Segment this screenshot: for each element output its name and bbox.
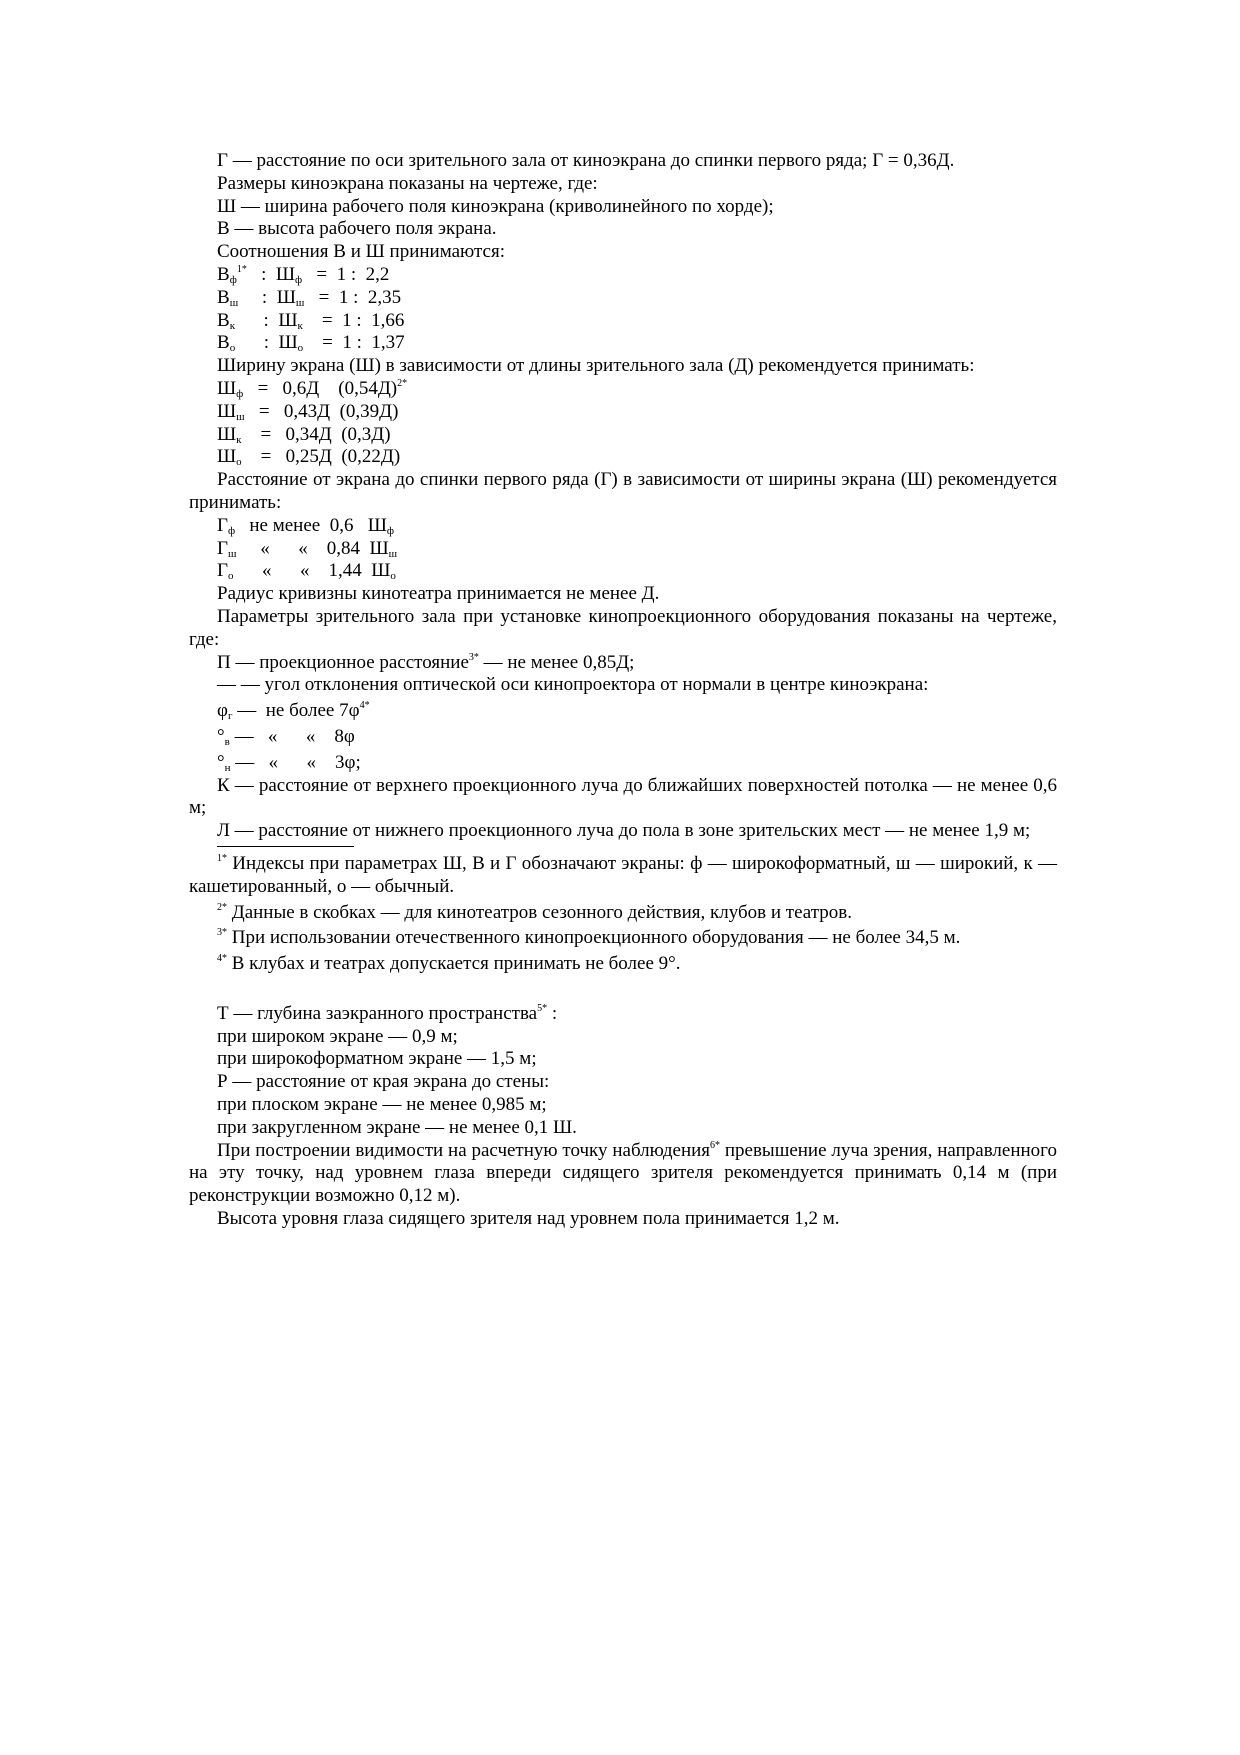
footnotes bbox=[189, 853, 1057, 976]
distance-list bbox=[189, 515, 1057, 583]
angle-list bbox=[189, 700, 1057, 774]
paragraph-flat-screen: при плоском экране — не менее 0,985 м; bbox=[217, 1094, 547, 1116]
paragraph-angle-definition: — — угол отклонения оптической оси кинопроектора от нормали в центре киноэкрана: bbox=[217, 674, 929, 696]
paragraph-distance-intro: Расстояние от экрана до спинки первого ряда (Г) в зависимости от ширины экрана (Ш) рекомендуется принимать: bbox=[189, 469, 1057, 513]
paragraph-wideformat-screen: при широкоформатном экране — 1,5 м; bbox=[217, 1048, 537, 1070]
paragraph-curved-screen: при закругленном экране — не менее 0,1 Ш. bbox=[217, 1116, 577, 1138]
paragraph-w-definition: Ш — ширина рабочего поля киноэкрана (криволинейного по хорде); bbox=[217, 195, 774, 217]
paragraph-hall-params: Параметры зрительного зала при установке кинопроекционного оборудования показаны на чертеже, где: bbox=[189, 605, 1057, 650]
angle-line: $\varphi_г$ — не более $7\varphi^{4*}$ bbox=[217, 700, 370, 723]
footnote: $^{2*}$ Данные в скобках — для кинотеатров сезонного действия, клубов и театров. bbox=[217, 901, 852, 923]
paragraph-width-intro: Ширину экрана (Ш) в зависимости от длины зрительного зала (Д) рекомендуется принимать: bbox=[217, 355, 975, 377]
width-line: $Ш_ф = 0,6Д$ $(0,54Д)^{2*}$ bbox=[217, 377, 408, 400]
footnote-separator bbox=[217, 846, 354, 847]
width-line: $Ш_о$ = 0,25Д (0,22Д) bbox=[217, 446, 401, 469]
paragraph-radius: Радиус кривизны кинотеатра принимается не менее Д. bbox=[217, 583, 660, 605]
footnote: $^{4*}$ В клубах и театрах допускается принимать не более 9°. bbox=[217, 953, 681, 975]
distance-line: $Г_ш$ « « 0,84 $Ш_ш$ bbox=[217, 537, 398, 560]
paragraph-k-definition: К — расстояние от верхнего проекционного луча до ближайших поверхностей потолка — не менее 0,6 м; bbox=[189, 774, 1057, 819]
paragraph-visibility: При построении видимости на расчетную точку наблюдения$^{6*}$ превышение луча зрения, направленного на эту точку, над уровнем глаза впереди сидящего зрителя рекомендуется принимать 0,14 м (при реконструкции возможно 0,12 м). bbox=[189, 1139, 1057, 1207]
paragraph-v-definition: В — высота рабочего поля экрана. bbox=[217, 218, 497, 240]
ratio-line: $В_ф^{1*}$ : $Ш_ф = 1$ : 2,2 bbox=[217, 263, 390, 286]
document-body bbox=[189, 150, 1057, 1231]
width-line: $Ш_ш = 0,43Д$ (0,39Д) bbox=[217, 400, 399, 423]
spacer bbox=[189, 979, 1057, 1003]
distance-line: $Г_ф$ не менее 0,6 $Ш_ф$ bbox=[217, 514, 395, 537]
paragraph-screen-sizes: Размеры киноэкрана показаны на чертеже, где: bbox=[217, 172, 598, 194]
ratios-list bbox=[189, 264, 1057, 355]
paragraph-g-definition: Г — расстояние по оси зрительного зала от киноэкрана до спинки первого ряда; Г = 0,36Д. bbox=[217, 150, 955, 171]
paragraph-l-definition: Л — расстояние от нижнего проекционного луча до пола в зоне зрительских мест — не менее 1,9 м; bbox=[217, 820, 1031, 842]
paragraph-p-definition: П — проекционное расстояние$^{3*}$ — не менее 0,85Д; bbox=[217, 651, 635, 673]
paragraph-wide-screen: при широком экране — 0,9 м; bbox=[217, 1025, 458, 1047]
width-line: $Ш_к$ = 0,34Д (0,3Д) bbox=[217, 423, 391, 446]
paragraph-ratios-intro: Соотношения В и Ш принимаются: bbox=[217, 241, 505, 263]
ratio-line: $В_к$ : $Ш_к$ = 1 : 1,66 bbox=[217, 309, 405, 332]
angle-line: $^\circ_в$ — « « 8φ bbox=[217, 725, 355, 748]
paragraph-eye-level: Высота уровня глаза сидящего зрителя над уровнем пола принимается 1,2 м. bbox=[217, 1208, 840, 1230]
width-list bbox=[189, 378, 1057, 469]
footnote: $^{1*}$ Индексы при параметрах Ш, В и Г обозначают экраны: ф — широкоформатный, ш — широкий, к — кашетированный, о — обычный. bbox=[189, 852, 1057, 897]
paragraph-r-definition: Р — расстояние от края экрана до стены: bbox=[217, 1071, 550, 1093]
ratio-line: $В_о$ : $Ш_о$ = 1 : 1,37 bbox=[217, 332, 405, 355]
footnote: $^{3*}$ При использовании отечественного кинопроекционного оборудования — не более 34,5 м. bbox=[217, 927, 961, 949]
paragraph-t-definition: Т — глубина заэкранного пространства$^{5*}$ : bbox=[217, 1002, 558, 1024]
distance-line: $Г_о$ « « 1,44 $Ш_о$ bbox=[217, 560, 396, 583]
ratio-line: $В_ш$ : $Ш_ш = 1$ : 2,35 bbox=[217, 286, 402, 309]
angle-line: $^\circ_н$ — « « 3φ; bbox=[217, 751, 361, 774]
